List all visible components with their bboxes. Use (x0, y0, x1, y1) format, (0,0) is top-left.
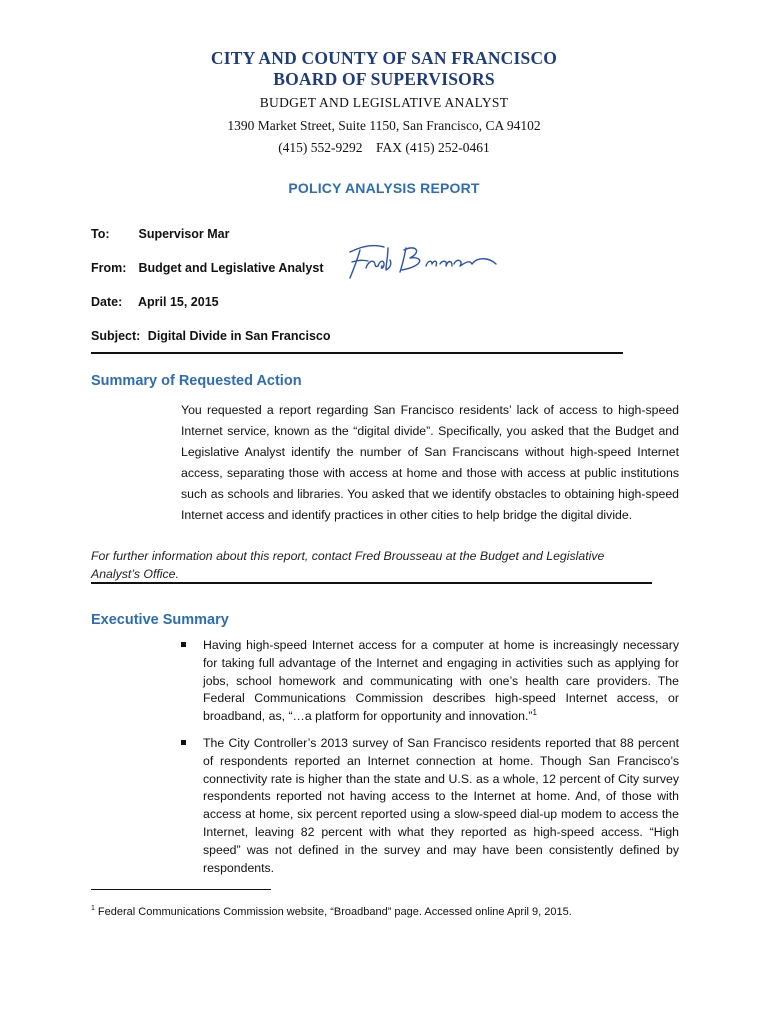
memo-date-line (91, 295, 219, 309)
handwritten-signature (344, 238, 504, 280)
memo-from-value: Budget and Legislative Analyst (138, 261, 324, 275)
memo-date-value: April 15, 2015 (138, 295, 219, 309)
memo-to-value: Supervisor Mar (138, 227, 230, 241)
department-name: BUDGET AND LEGISLATIVE ANALYST (259, 95, 509, 110)
footnote-reference[interactable]: 1 (532, 708, 537, 718)
memo-subject-value: Digital Divide in San Francisco (147, 329, 331, 343)
summary-heading: Summary of Requested Action (91, 373, 302, 389)
phone-fax: (415) 552-9292 FAX (415) 252-0461 (278, 140, 490, 155)
bullet-marker (181, 642, 186, 647)
memo-subject-label: Subject: (91, 329, 141, 343)
office-address: 1390 Market Street, Suite 1150, San Francisco, CA 94102 (227, 118, 541, 133)
memo-from-label: From: (91, 261, 127, 275)
footnote-separator (91, 889, 271, 890)
list-item (181, 637, 679, 726)
summary-body: You requested a report regarding San Francisco residents’ lack of access to high-speed Internet service, known as the “digital divide”. Specifically, you asked that the Budget and Legislative Analyst identify the number of San Franciscans without high-speed Internet access, separating those with access at home and those with access at public institutions such as schools and libraries. You asked that we identify obstacles to obtaining high-speed Internet access and identify practices in other cities to help bridge the digital divide. (181, 403, 679, 522)
report-title: POLICY ANALYSIS REPORT (288, 180, 480, 196)
summary-divider (91, 582, 652, 584)
memo-date-label: Date: (91, 295, 123, 309)
footnote-text: Federal Communications Commission website, “Broadband” page. Accessed online April 9, 2015. (97, 906, 572, 918)
org-name-line1: CITY AND COUNTY OF SAN FRANCISCO (210, 48, 558, 68)
memo-from-line (91, 261, 323, 275)
memo-to-line (91, 227, 230, 241)
contact-note: For further information about this report, contact Fred Brousseau at the Budget and Legislative Analyst’s Office. (91, 549, 605, 581)
bullet-marker (181, 740, 186, 745)
executive-summary-heading: Executive Summary (91, 612, 229, 628)
memo-divider (91, 352, 623, 354)
bullet-text: The City Controller’s 2013 survey of San Francisco residents reported that 88 percent of respondents reported an Internet connection at home. Though San Francisco’s connectivity rate is higher than the state and U.S. as a whole, 12 percent of City survey respondents reported not having access to the Internet at home. And, of those with access at home, six percent reported using a slow-speed dial-up modem to access the Internet, leaving 82 percent with what they reported as high-speed access. “High speed” was not defined in the survey and may have been consistently defined by respondents. (203, 736, 679, 875)
memo-to-label: To: (91, 227, 110, 241)
memo-subject-line (91, 329, 330, 343)
list-item (181, 735, 679, 877)
org-name-line2: BOARD OF SUPERVISORS (273, 69, 495, 89)
bullet-text: Having high-speed Internet access for a computer at home is increasingly necessary for taking full advantage of the Internet and engaging in activities such as applying for jobs, school homework and communicating with one’s health care providers. The Federal Communications Commission describes high-speed Internet access, or broadband, as, “…a platform for opportunity and innovation.”$^1$ (203, 638, 679, 724)
footnote (91, 906, 572, 918)
footnote-number: 1 (91, 905, 95, 913)
